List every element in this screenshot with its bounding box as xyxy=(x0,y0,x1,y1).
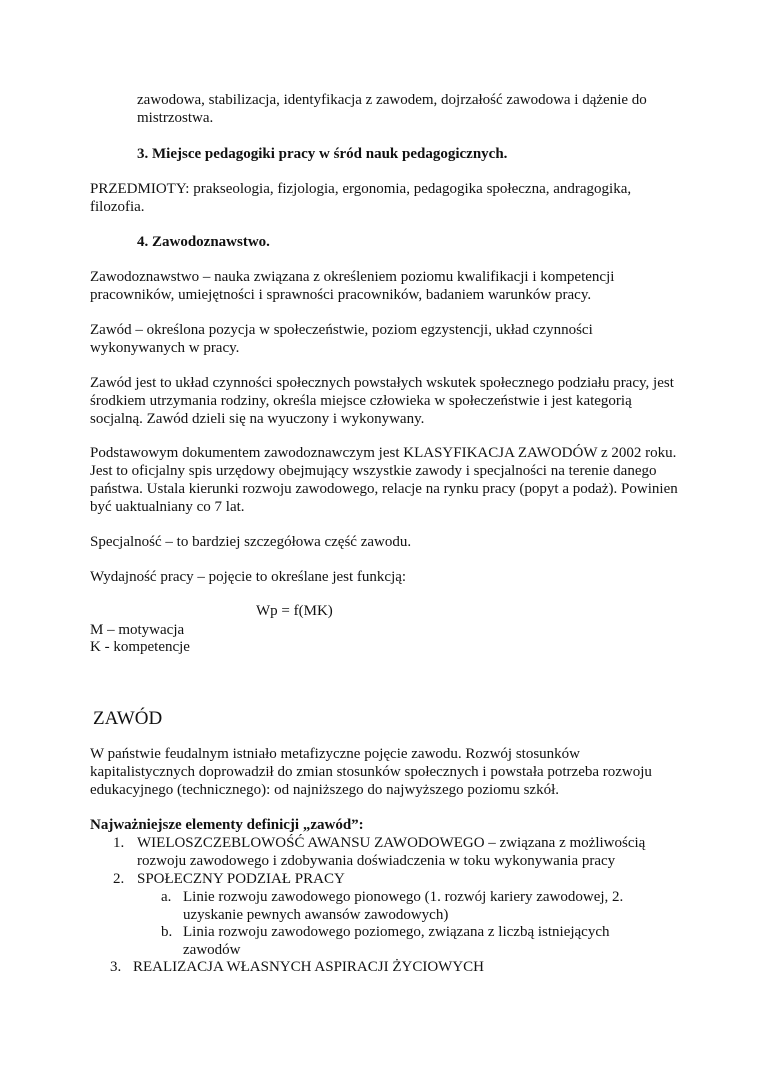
list-item: WIELOSZCZEBLOWOŚĆ AWANSU ZAWODOWEGO – związana z możliwością rozwoju zawodowego i zdobywania doświadczenia w toku wykonywania pracy xyxy=(137,835,646,869)
elements-heading: Najważniejsze elementy definicji „zawód”: xyxy=(90,817,364,833)
list-subitem-letter: a. xyxy=(161,889,172,905)
list-item: REALIZACJA WŁASNYCH ASPIRACJI ŻYCIOWYCH xyxy=(133,959,484,975)
list-subitem: Linie rozwoju zawodowego pionowego (1. rozwój kariery zawodowej, 2. uzyskanie pewnych awansów zawodowych) xyxy=(183,889,624,923)
zawod-heading: ZAWÓD xyxy=(93,708,163,729)
intro-continuation: zawodowa, stabilizacja, identyfikacja z zawodem, dojrzałość zawodowa i dążenie do mistrzostwa. xyxy=(137,92,647,126)
list-subitem: Linia rozwoju zawodowego poziomego, związana z liczbą istniejących zawodów xyxy=(183,924,610,958)
klasyfikacja-paragraph: Podstawowym dokumentem zawodoznawczym jest KLASYFIKACJA ZAWODÓW z 2002 roku. Jest to oficjalny spis urzędowy obejmujący wszystkie zawody i specjalności na terenie danego państwa. Ustala kierunki rozwoju zawodowego, relacje na rynku pracy (popyt a podaż). Powinien być uaktualniany co 7 lat. xyxy=(90,445,678,515)
list-item-number: 2. xyxy=(113,871,125,887)
section-3-heading: 3. Miejsce pedagogiki pracy w śród nauk pedagogicznych. xyxy=(137,146,508,162)
wydajnosc-paragraph: Wydajność pracy – pojęcie to określane jest funkcją: xyxy=(90,569,407,585)
zawodoznawstwo-paragraph: Zawodoznawstwo – nauka związana z określeniem poziomu kwalifikacji i kompetencji pracowników, umiejętności i sprawności pracowników, badaniem warunków pracy. xyxy=(90,269,615,303)
section-4-heading: 4. Zawodoznawstwo. xyxy=(137,234,270,250)
zawod-definition-paragraph: Zawód – określona pozycja w społeczeństwie, poziom egzystencji, układ czynności wykonywanych w pracy. xyxy=(90,322,593,356)
legend-k: K - kompetencje xyxy=(90,639,190,655)
przedmioty-paragraph: PRZEDMIOTY: prakseologia, fizjologia, ergonomia, pedagogika społeczna, andragogika, filozofia. xyxy=(90,181,632,215)
legend-m: M – motywacja xyxy=(90,622,185,638)
list-item: SPOŁECZNY PODZIAŁ PRACY xyxy=(137,871,345,887)
specjalnosc-paragraph: Specjalność – to bardziej szczegółowa część zawodu. xyxy=(90,534,412,550)
list-item-number: 1. xyxy=(113,835,125,851)
list-item-number: 3. xyxy=(110,959,122,975)
zawod-uklad-paragraph: Zawód jest to układ czynności społecznych powstałych wskutek społecznego podziału pracy, jest środkiem utrzymania rodziny, określa miejsce człowieka w społeczeństwie i jest kategorią socjalną. Zawód dzieli się na wyuczony i wykonywany. xyxy=(90,375,674,427)
formula: Wp = f(MK) xyxy=(256,603,333,619)
feudal-paragraph: W państwie feudalnym istniało metafizyczne pojęcie zawodu. Rozwój stosunków kapitalistycznych doprowadził do zmian stosunków społecznych i powstała potrzeba rozwoju edukacyjnego (technicznego): od najniższego do najwyższego poziomu szkół. xyxy=(90,746,652,798)
list-subitem-letter: b. xyxy=(161,924,173,940)
